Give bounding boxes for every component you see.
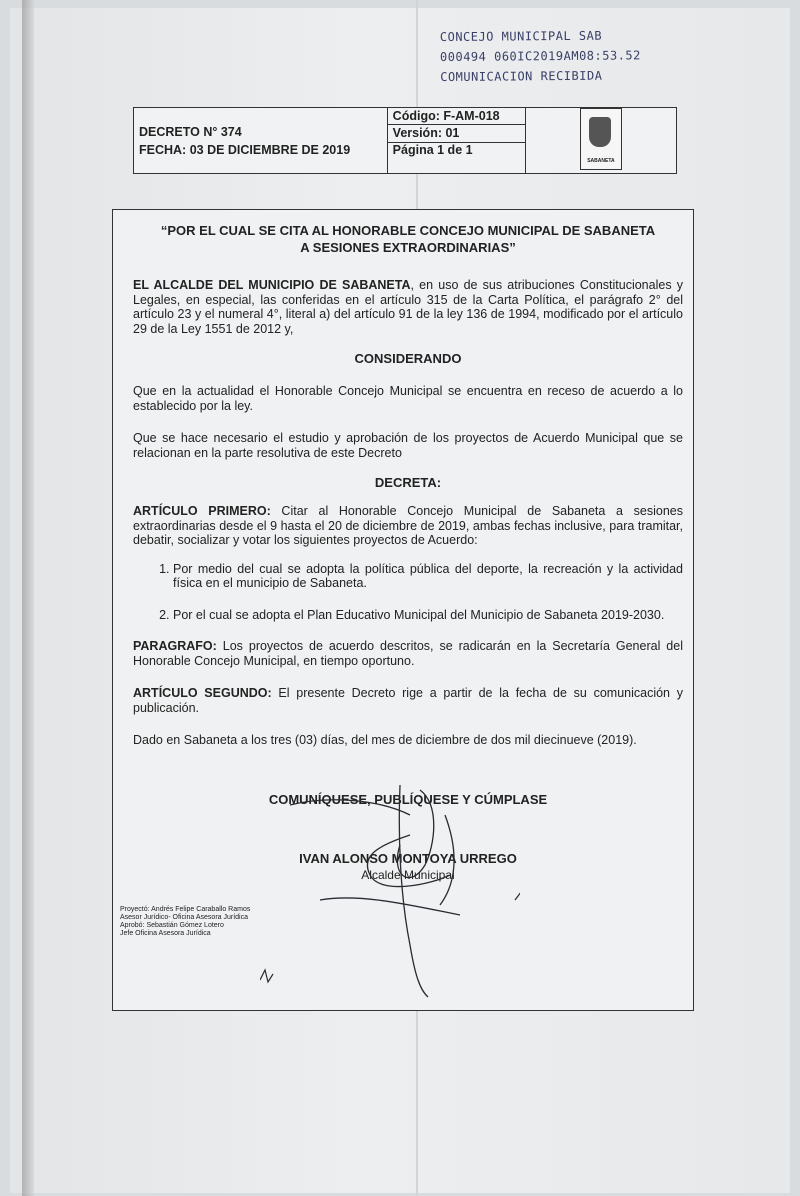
articulo-primero-text: Citar al Honorable Concejo Municipal de Sabaneta a sesiones extraordinarias desde el 9 hasta el 20 de diciembre de 2019, ambas fechas inclusive, para tramitar, debatir, socializar y votar los siguientes proyectos de Acuerdo: — [133, 504, 683, 547]
decreta-heading: DECRETA: — [374, 475, 442, 490]
crest-icon — [589, 117, 611, 147]
stamp-line-3: COMUNICACION RECIBIDA — [440, 68, 603, 85]
considerando-2: Que se hace necesario el estudio y aprobación de los proyectos de Acuerdo Municipal que se relacionan en la parte resolutiva de este Decreto — [133, 431, 683, 460]
logo-cell — [525, 108, 676, 174]
dado-paragraph: Dado en Sabaneta a los tres (03) días, del mes de diciembre de dos mil diecinueve (2019). — [133, 733, 637, 747]
paragrafo-text: Los proyectos de acuerdo descritos, se radicarán en la Secretaría General del Honorable Concejo Municipal, en tiempo oportuno. — [133, 639, 683, 668]
proyectos-list — [133, 562, 693, 623]
decree-number: DECRETO N° 374 — [139, 124, 242, 139]
version-cell: Versión: 01 — [387, 125, 525, 142]
footer-line: Asesor Jurídico- Oficina Asesora Jurídica — [120, 913, 248, 921]
document-header-table — [133, 107, 677, 174]
decree-info-cell — [134, 108, 388, 174]
logo-caption: SABANETA — [587, 158, 615, 164]
articulo-primero-label: ARTÍCULO PRIMERO: — [133, 504, 271, 518]
articulo-segundo-text: El presente Decreto rige a partir de la fecha de su comunicación y publicación. — [133, 686, 683, 715]
intro-paragraph — [133, 278, 693, 336]
footer-line: Aprobó: Sebastián Gómez Lotero — [120, 921, 224, 929]
decree-title — [133, 222, 693, 256]
list-item: 1. Por medio del cual se adopta la política pública del deporte, la recreación y la actividad física en el municipio de Sabaneta. — [173, 562, 683, 591]
articulo-primero — [133, 504, 693, 548]
footer-line: Jefe Oficina Asesora Jurídica — [120, 929, 211, 937]
stamp-line-1: CONCEJO MUNICIPAL SAB — [439, 28, 603, 45]
signer-role: Alcalde Municipal — [361, 867, 455, 882]
title-line-2: A SESIONES EXTRAORDINARIAS” — [300, 240, 516, 255]
reception-stamp — [440, 25, 681, 87]
considerando-heading: CONSIDERANDO — [354, 351, 462, 366]
paper-edge-shadow — [22, 0, 34, 1196]
articulo-segundo — [133, 686, 693, 715]
intro-bold: EL ALCALDE DEL MUNICIPIO DE SABANETA — [133, 278, 411, 292]
sabaneta-coat-of-arms-logo — [580, 108, 622, 170]
signer-name: IVAN ALONSO MONTOYA URREGO — [299, 850, 517, 866]
decree-date: FECHA: 03 DE DICIEMBRE DE 2019 — [139, 142, 351, 157]
closing-formula: COMUNÍQUESE, PUBLÍQUESE Y CÚMPLASE — [268, 791, 548, 807]
stamp-line-2: 000494 060IC2019AM08:53.52 — [439, 48, 641, 65]
handwritten-signature — [260, 775, 520, 1005]
list-item: 2. Por el cual se adopta el Plan Educativo Municipal del Municipio de Sabaneta 2019-2030. — [173, 608, 683, 623]
footer-line: Proyectó: Andrés Felipe Caraballo Ramos — [120, 905, 251, 913]
paragrafo — [133, 639, 693, 668]
code-cell: Código: F-AM-018 — [387, 108, 525, 125]
title-line-1: “POR EL CUAL SE CITA AL HONORABLE CONCEJO MUNICIPAL DE SABANETA — [160, 223, 656, 238]
intro-text: , en uso de sus atribuciones Constitucionales y Legales, en especial, las conferidas en el artículo 315 de la Carta Política, el parágrafo 2° del artículo 23 y el numeral 4°, literal a) del artículo 91 de la ley 136 de 1994, modificado por el artículo 29 de la Ley 1551 de 2012 y, — [133, 278, 683, 336]
page-cell: Página 1 de 1 — [387, 142, 525, 174]
paragrafo-label: PARAGRAFO: — [133, 639, 217, 653]
articulo-segundo-label: ARTÍCULO SEGUNDO: — [133, 686, 272, 700]
considerando-1: Que en la actualidad el Honorable Concejo Municipal se encuentra en receso de acuerdo a lo establecido por la ley. — [133, 384, 683, 413]
